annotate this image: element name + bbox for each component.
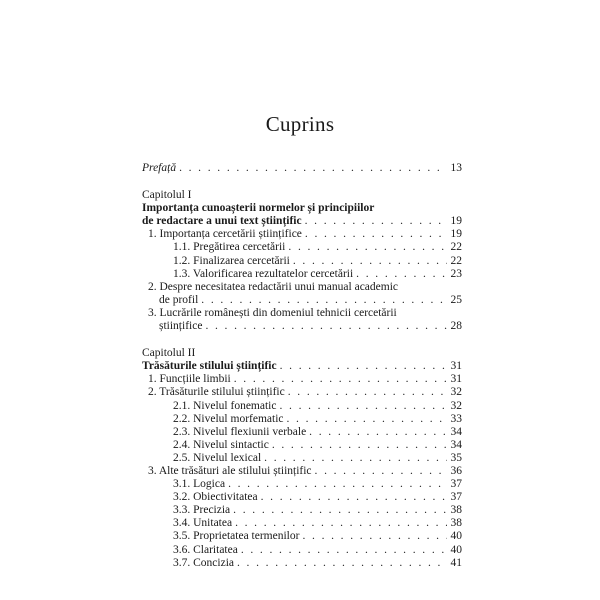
toc-entry-label: 1. Importanța cercetării științifice — [148, 228, 302, 241]
dot-leader — [315, 465, 447, 478]
dot-leader — [305, 228, 447, 241]
toc-entry-label: de redactare a unui text științific — [142, 215, 302, 228]
dot-leader — [288, 241, 447, 254]
dot-leader — [305, 215, 447, 228]
toc-entry-label: 3.4. Unitatea — [173, 517, 233, 530]
toc-entry[interactable] — [142, 373, 462, 386]
toc-entry-label: 1.1. Pregătirea cercetării — [173, 241, 286, 254]
page-number: 32 — [450, 399, 462, 412]
toc-entry[interactable] — [142, 504, 462, 517]
page-number: 34 — [450, 425, 462, 438]
dot-leader — [228, 478, 447, 491]
toc-entry-chapter1[interactable] — [142, 215, 462, 228]
toc-entry-label: 2. Trăsăturile stilului științific — [148, 386, 285, 399]
dot-leader — [356, 268, 447, 281]
dot-leader — [288, 386, 447, 399]
page-number: 23 — [450, 267, 462, 280]
dot-leader — [233, 504, 447, 517]
toc-entry-label: 2.2. Nivelul morfematic — [173, 412, 284, 425]
toc-entry[interactable] — [142, 426, 462, 439]
dot-leader — [264, 452, 447, 465]
toc-entry-label: Trăsăturile stilului științific — [142, 360, 277, 373]
dot-leader — [293, 255, 447, 268]
toc-entry-label: 1. Funcțiile limbii — [148, 373, 231, 386]
toc-entry-label: 3.7. Concizia — [173, 556, 234, 569]
page-number: 22 — [450, 254, 462, 267]
toc-entry-label: 3.5. Proprietatea termenilor — [173, 530, 300, 543]
page-number: 41 — [450, 556, 462, 569]
page-number: 13 — [450, 162, 462, 174]
page-number: 40 — [450, 543, 462, 556]
page-number: 31 — [450, 373, 462, 386]
page-number: 35 — [450, 451, 462, 464]
toc-entry[interactable] — [142, 320, 462, 333]
toc-entry[interactable] — [142, 517, 462, 530]
toc-entry-label: 3.3. Precizia — [173, 504, 231, 517]
page-number: 25 — [450, 293, 462, 306]
toc-entry[interactable] — [142, 228, 462, 241]
page-number: 28 — [450, 320, 462, 333]
page-number: 22 — [450, 241, 462, 254]
page-number: 19 — [450, 215, 462, 228]
toc-entry[interactable] — [142, 386, 462, 399]
toc-entry-label: 2.5. Nivelul lexical — [173, 451, 262, 464]
toc-entry-label: științifice — [159, 320, 203, 333]
page-number: 38 — [450, 517, 462, 530]
page-number: 32 — [450, 386, 462, 399]
toc-entry-label: 1.2. Finalizarea cercetării — [173, 254, 290, 267]
toc-entry[interactable] — [142, 241, 462, 254]
toc-entry-label: 3. Lucrările românești din domeniul tehnicii cercetării — [148, 306, 397, 319]
dot-leader — [272, 439, 447, 452]
dot-leader — [280, 360, 447, 373]
dot-leader — [205, 320, 447, 333]
toc-entry-label: 1.3. Valorificarea rezultatelor cercetării — [173, 267, 354, 280]
dot-leader — [279, 400, 447, 413]
toc-entry-label: 2.1. Nivelul fonematic — [173, 399, 277, 412]
toc-entry[interactable] — [142, 413, 462, 426]
dot-leader — [261, 491, 447, 504]
toc-entry-label: 2.4. Nivelul sintactic — [173, 438, 269, 451]
page-number: 31 — [450, 360, 462, 373]
toc-entry[interactable] — [142, 530, 462, 543]
dot-leader — [201, 294, 447, 307]
table-of-contents — [142, 162, 462, 570]
toc-entry-label: 3.1. Logica — [173, 478, 226, 491]
toc-entry[interactable] — [142, 465, 462, 478]
toc-entry[interactable] — [142, 294, 462, 307]
toc-entry[interactable] — [142, 478, 462, 491]
dot-leader — [234, 373, 447, 386]
toc-entry[interactable] — [142, 400, 462, 413]
chapter-label: Capitolul II — [142, 347, 196, 360]
page-number: 33 — [450, 412, 462, 425]
toc-entry-preface[interactable] — [142, 162, 462, 175]
chapter-label: Capitolul I — [142, 189, 192, 202]
dot-leader — [287, 413, 448, 426]
dot-leader — [241, 544, 447, 557]
dot-leader — [309, 426, 447, 439]
toc-entry[interactable] — [142, 544, 462, 557]
toc-entry-chapter2[interactable] — [142, 360, 462, 373]
toc-entry[interactable] — [142, 452, 462, 465]
dot-leader — [235, 517, 447, 530]
toc-entry-label: Prefață — [142, 162, 177, 174]
page-number: 37 — [450, 491, 462, 504]
page-number: 36 — [450, 464, 462, 477]
toc-entry-label: 3.6. Claritatea — [173, 543, 238, 556]
page-number: 37 — [450, 478, 462, 491]
toc-entry[interactable] — [142, 268, 462, 281]
toc-entry[interactable] — [142, 439, 462, 452]
toc-entry-label: 3.2. Obiectivitatea — [173, 491, 258, 504]
dot-leader — [237, 557, 447, 570]
toc-entry-label: de profil — [159, 293, 199, 306]
page-number: 34 — [450, 438, 462, 451]
dot-leader — [302, 530, 447, 543]
page-title: Cuprins — [265, 112, 335, 136]
chapter-heading: Importanța cunoașterii normelor și principiilor — [142, 202, 375, 215]
toc-entry[interactable] — [142, 557, 462, 570]
toc-entry[interactable] — [142, 491, 462, 504]
page-number: 19 — [450, 228, 462, 241]
page-number: 38 — [450, 504, 462, 517]
dot-leader — [179, 162, 447, 175]
page-number: 40 — [450, 530, 462, 543]
toc-entry-label: 2.3. Nivelul flexiunii verbale — [173, 425, 307, 438]
toc-entry-label: 3. Alte trăsături ale stilului științific — [148, 464, 312, 477]
toc-entry-label: 2. Despre necesitatea redactării unui manual academic — [148, 280, 398, 293]
toc-entry[interactable] — [142, 255, 462, 268]
